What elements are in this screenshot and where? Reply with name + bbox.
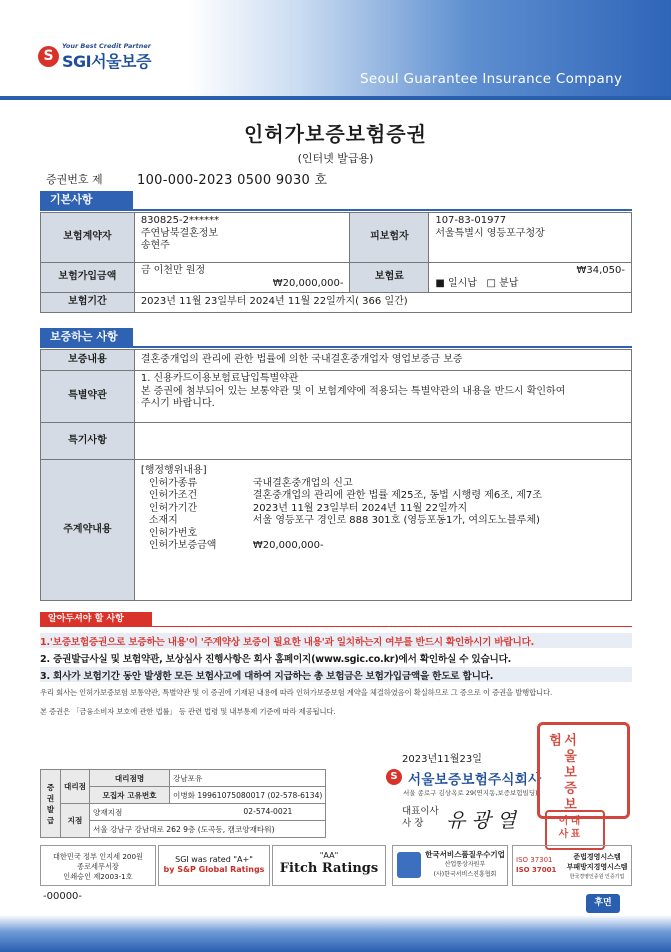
main-key: 소재지 bbox=[148, 515, 178, 526]
notice-fine-1: 우리 회사는 인허가보증보험 보통약관, 특별약관 및 이 증권에 기재된 내용에 따라 인허가보증보험 계약을 체결하였음이 확실하므로 그 증으로 이 증권을 발행합니다. bbox=[40, 688, 553, 697]
content-value: 결혼중개업의 관리에 관한 법률에 의한 국내결혼중개업자 영업보증금 보증 bbox=[134, 350, 631, 371]
sp-line-2: by S&P Global Ratings bbox=[163, 865, 265, 874]
main-value: ₩20,000,000- bbox=[252, 540, 324, 551]
branch-name: 양재지점 bbox=[93, 807, 123, 817]
payment-options bbox=[435, 278, 625, 291]
branch-address: 서울 강남구 강남대로 262 9층 (도곡동, 캠코양재타워) bbox=[90, 821, 326, 838]
cert-number-label: 증권번호 제 bbox=[46, 173, 103, 186]
checkbox-empty-icon: □ bbox=[486, 277, 496, 289]
iso-name-3: 한국경영인증원 인증기업 bbox=[569, 874, 625, 880]
iso-codes bbox=[516, 855, 556, 875]
main-key: 인허가보증금액 bbox=[148, 540, 217, 551]
policyholder-id: 830825-2****** bbox=[140, 215, 219, 226]
sgi-logo-icon: S bbox=[38, 46, 59, 67]
notes-label: 특기사항 bbox=[41, 423, 135, 460]
iso-name-2: 부패방지경영시스템 bbox=[566, 863, 628, 871]
main-contract-label: 주계약내용 bbox=[41, 460, 135, 601]
ceo-seal-icon: 대표이사 bbox=[545, 810, 605, 850]
policyholder-label: 보험계약자 bbox=[41, 213, 135, 263]
main-value: 서울 영등포구 경인로 888 301호 (영등포동1가, 여의도노블루체) bbox=[252, 515, 540, 526]
branch-label: 지점 bbox=[61, 804, 90, 838]
cert-number: 100-000-2023 0500 9030 호 bbox=[137, 173, 328, 188]
sp-rating-box bbox=[158, 845, 270, 886]
premium-number: ₩34,050- bbox=[576, 265, 625, 276]
amount-label: 보험가입금액 bbox=[41, 263, 135, 293]
period-label: 보험기간 bbox=[41, 293, 135, 313]
guarantee-table bbox=[40, 349, 632, 601]
fitch-logo: Fitch Ratings bbox=[279, 861, 379, 876]
stamp-line: 인쇄승인 제2003-1호 bbox=[63, 872, 133, 881]
main-key: 인허가조건 bbox=[148, 490, 198, 501]
issue-date: 2023년11월23일 bbox=[402, 754, 482, 765]
special-line: 1. 신용카드이용보험료납입특별약관 bbox=[140, 373, 299, 384]
notice-fine-2: 본 증권은 「금융소비자 보호에 관한 법률」 등 관련 법령 및 내부통제 기준에 따라 제공됩니다. bbox=[40, 707, 336, 716]
fitch-rating-box bbox=[272, 845, 386, 886]
special-line: 주시기 바랍니다. bbox=[140, 398, 215, 409]
amount-number: ₩20,000,000- bbox=[272, 277, 344, 289]
ks-quality-box bbox=[392, 845, 508, 886]
amount-words: 금 이천만 원정 bbox=[140, 265, 206, 276]
notes-value bbox=[134, 423, 631, 460]
notice-rule bbox=[40, 626, 632, 627]
premium-cell bbox=[429, 263, 632, 293]
main-key: 인허가종류 bbox=[148, 477, 198, 489]
notice-line-1: 1.'보증보험증권으로 보증하는 내용'이 '주계약상 보증이 필요한 내용'과 일치하는지 여부를 반드시 확인하시기 바랍니다. bbox=[40, 637, 535, 648]
ceo-title: 사 장 bbox=[402, 818, 424, 829]
logo-tagline: Your Best Credit Partner bbox=[62, 42, 151, 50]
agency-name-label: 대리점명 bbox=[90, 770, 170, 787]
document-title: 인허가보증보험증권 bbox=[244, 122, 427, 146]
ks-mark-icon bbox=[397, 852, 421, 878]
section-tab-guarantee: 보증하는 사항 bbox=[40, 328, 133, 346]
recruiter-value: 이병화 19961075080017 (02-578-6134) bbox=[170, 787, 326, 804]
special-label: 특별약관 bbox=[41, 371, 135, 423]
basic-info-table bbox=[40, 212, 632, 313]
fitch-grade: "AA" bbox=[319, 851, 339, 860]
iso-code-2: ISO 37001 bbox=[516, 866, 557, 874]
insured-cell bbox=[429, 213, 632, 263]
special-line: 본 증권에 첨부되어 있는 보통약관 및 이 보험계약에 적용되는 특별약관의 내용을 반드시 확인하여 bbox=[140, 385, 566, 397]
company-name-en: Seoul Guarantee Insurance Company bbox=[360, 71, 623, 87]
main-key: 인허가번호 bbox=[148, 527, 198, 539]
insured-name: 서울특별시 영등포구청장 bbox=[435, 227, 545, 239]
insured-label: 피보험자 bbox=[350, 213, 429, 263]
main-value bbox=[249, 528, 546, 541]
stamp-line: 종로세무서장 bbox=[77, 862, 119, 871]
checkbox-checked-icon: ■ bbox=[435, 277, 445, 289]
back-page-button[interactable]: 후면 bbox=[586, 894, 620, 913]
stamp-line: 대한민국 정부 인지세 200원 bbox=[52, 852, 143, 861]
notice-line-2: 2. 증권발급사실 및 보험약관, 보상심사 진행사항은 회사 홈페이지(www.sgic.co.kr)에서 확인하실 수 있습니다. bbox=[40, 654, 512, 665]
main-value: 국내결혼중개업의 신고 bbox=[252, 477, 353, 489]
notice-line-3: 3. 회사가 보험기간 동안 발생한 모든 보험사고에 대하여 지급하는 총 보험금은 보험가입금액을 한도로 합니다. bbox=[40, 671, 494, 682]
recruiter-label: 모집자 고유번호 bbox=[90, 787, 170, 804]
ks-line: 산업통상자원부 bbox=[444, 861, 486, 868]
policyholder-name: 송현주 bbox=[140, 240, 170, 251]
section-rule bbox=[40, 346, 632, 348]
main-value: 2023년 11월 23일부터 2024년 11월 22일까지 bbox=[252, 502, 468, 514]
insured-id: 107-83-01977 bbox=[435, 215, 507, 226]
sp-line-1: SGI was rated "A+" bbox=[175, 855, 253, 864]
agency-label: 대리점 bbox=[61, 770, 90, 804]
document-subtitle: (인터넷 발급용) bbox=[297, 152, 374, 165]
form-code: -00000- bbox=[43, 891, 83, 902]
main-contract-header: [행정행위내용] bbox=[140, 465, 207, 476]
main-value: 결혼중개업의 관리에 관한 법률 제25조, 동법 시행령 제6조, 제7조 bbox=[252, 490, 542, 501]
policyholder-company: 주연남북결혼정보 bbox=[140, 227, 219, 239]
footer-band bbox=[0, 915, 671, 952]
period-value: 2023년 11월 23일부터 2024년 11월 22일까지( 366 일간) bbox=[134, 293, 631, 313]
policyholder-cell bbox=[134, 213, 350, 263]
content-label: 보증내용 bbox=[41, 350, 135, 371]
main-key: 인허가기간 bbox=[148, 502, 198, 514]
ceo-signature: 유광열 bbox=[446, 808, 522, 832]
stamp-tax-box bbox=[40, 845, 156, 886]
company-seal-icon: 서울보증보험 bbox=[537, 722, 630, 819]
pay-install-label: 분납 bbox=[499, 277, 519, 289]
pay-lump-label: 일시납 bbox=[447, 277, 477, 289]
amount-cell bbox=[134, 263, 350, 293]
branch-phone: 02-574-0021 bbox=[243, 806, 293, 816]
section-rule bbox=[40, 209, 632, 211]
ks-line: (사)한국서비스진흥협회 bbox=[433, 871, 497, 878]
company-name-kr: 서울보증보험주식회사 bbox=[408, 772, 542, 788]
agency-name: 강남포유 bbox=[170, 770, 326, 787]
notice-tab: 알아두셔야 할 사항 bbox=[40, 612, 152, 626]
branch-name-cell bbox=[90, 804, 326, 821]
iso-name-1: 준법경영시스템 bbox=[573, 853, 621, 861]
sgi-logo-icon: S bbox=[386, 769, 402, 785]
special-cell bbox=[134, 371, 631, 423]
section-tab-basic: 기본사항 bbox=[40, 191, 133, 209]
iso-code-1: ISO 37301 bbox=[516, 856, 553, 864]
branch-table bbox=[40, 769, 326, 838]
iso-names bbox=[563, 852, 631, 882]
ks-line: 한국서비스품질우수기업 bbox=[425, 850, 505, 859]
main-contract-list bbox=[145, 478, 546, 553]
iso-box bbox=[512, 845, 632, 886]
main-contract-cell bbox=[134, 460, 631, 601]
issue-side-label: 증권발급 bbox=[41, 770, 61, 838]
ceo-label bbox=[402, 806, 439, 830]
company-address: 서울 종로구 김상옥로 29(연지동,보증보험빌딩) bbox=[403, 789, 538, 797]
ceo-label-line: 대표이사 bbox=[402, 806, 439, 817]
header-rule bbox=[0, 96, 671, 100]
premium-label: 보험료 bbox=[350, 263, 429, 293]
logo-text: SGI서울보증 bbox=[62, 52, 151, 71]
